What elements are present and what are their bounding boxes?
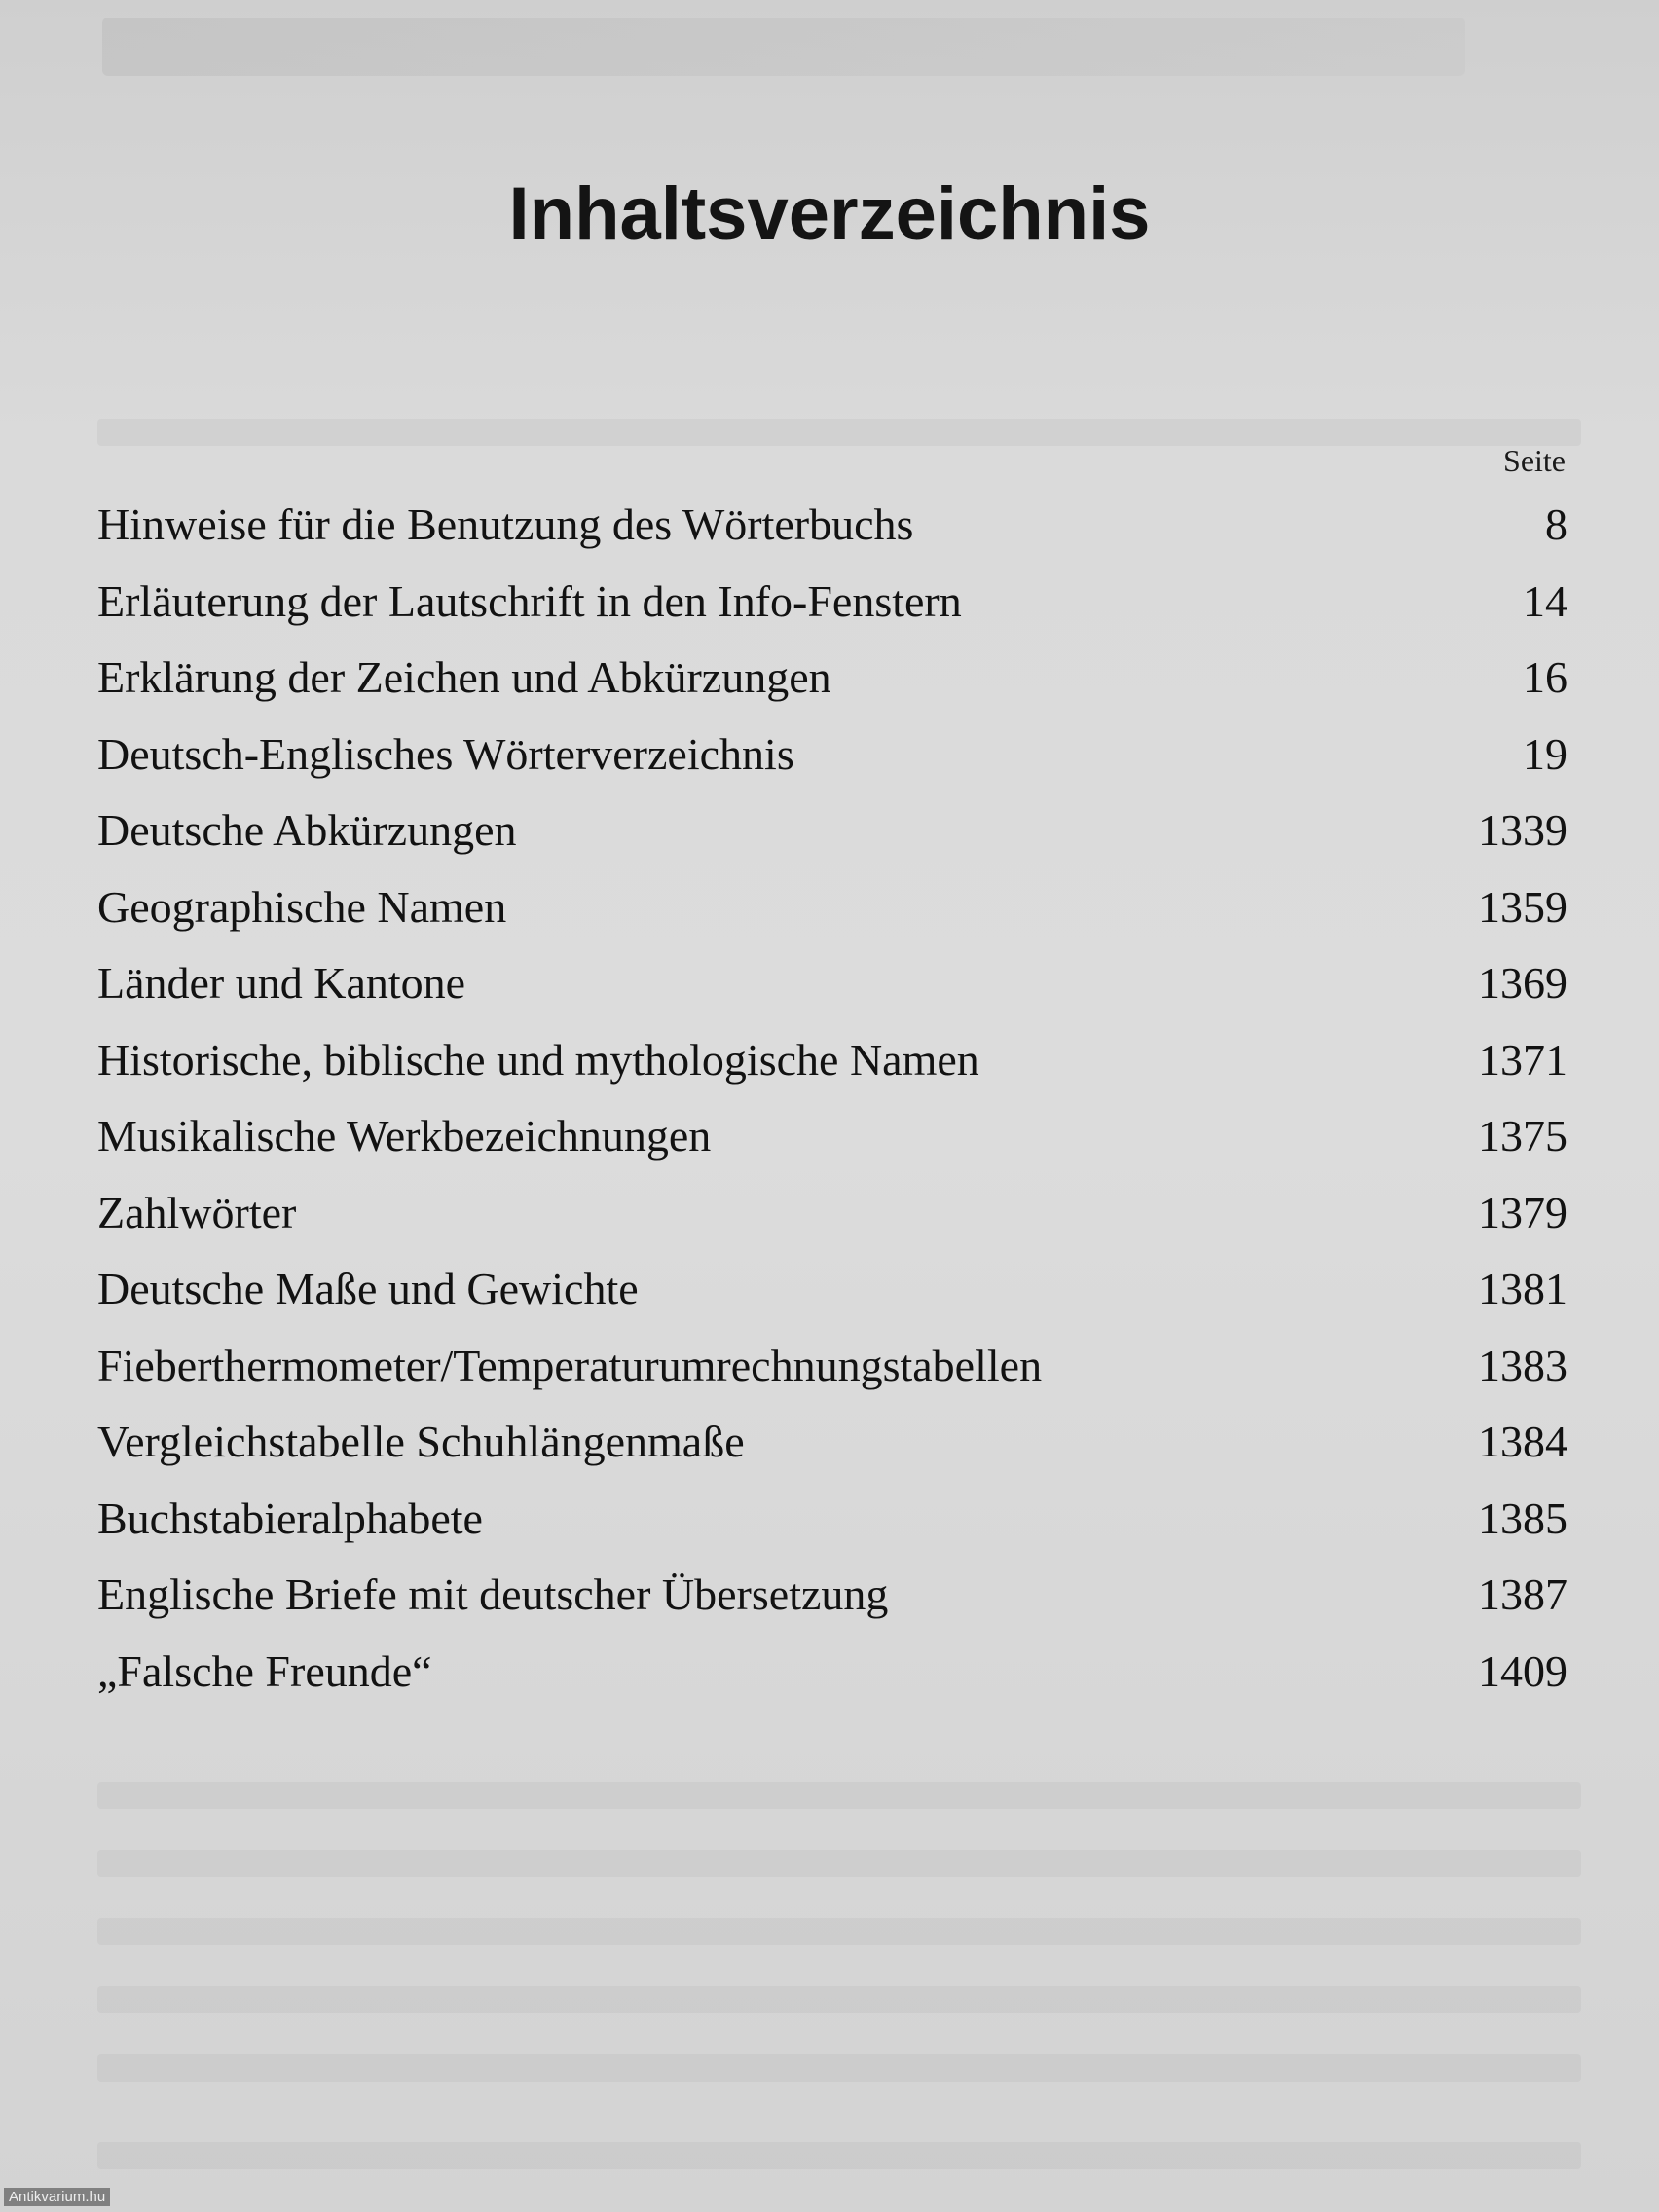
toc-entry-page: 1381 [1478, 1264, 1567, 1313]
toc-entry-title: Deutsch-Englisches Wörterverzeichnis [97, 728, 794, 779]
toc-entry [97, 1634, 1567, 1711]
bleed-through-line [97, 1782, 1581, 1809]
toc-entry [97, 1557, 1567, 1634]
toc-entry-page: 8 [1545, 499, 1567, 549]
toc-entry-page: 1359 [1478, 881, 1567, 932]
toc-entry-title: „Falsche Freunde“ [97, 1645, 432, 1696]
toc-entry [97, 1098, 1567, 1175]
toc-entry [97, 793, 1567, 869]
toc-entry-page: 1339 [1478, 805, 1567, 855]
toc-entry-page: 1384 [1478, 1417, 1567, 1466]
toc-entry-title: Musikalische Werkbezeichnungen [97, 1111, 712, 1161]
toc-entry-title: Deutsche Abkürzungen [97, 805, 517, 855]
toc-entry-page: 1383 [1478, 1340, 1567, 1390]
watermark: Antikvarium.hu [4, 2188, 110, 2206]
toc-entry [97, 1328, 1567, 1405]
toc-entry [97, 945, 1567, 1022]
toc-entry-page: 16 [1523, 652, 1567, 702]
toc-entry [97, 717, 1567, 793]
toc-entry-title: Erläuterung der Lautschrift in den Info-Fenstern [97, 575, 962, 626]
toc-entry [97, 1481, 1567, 1558]
toc-entry-page: 1387 [1478, 1569, 1567, 1619]
toc-entry-title: Geographische Namen [97, 881, 507, 932]
toc-entry [97, 487, 1567, 564]
bleed-through-line [97, 419, 1581, 446]
toc-entry-page: 1409 [1478, 1645, 1567, 1696]
bleed-through-line [97, 1918, 1581, 1945]
toc-entry [97, 640, 1567, 717]
bleed-through-line [97, 1850, 1581, 1877]
toc-entry-page: 1379 [1478, 1187, 1567, 1237]
toc-entry-title: Englische Briefe mit deutscher Übersetzung [97, 1569, 889, 1619]
toc-entry-title: Vergleichstabelle Schuhlängenmaße [97, 1417, 745, 1466]
page-title: Inhaltsverzeichnis [508, 172, 1151, 255]
toc-entry-title: Buchstabieralphabete [97, 1493, 483, 1543]
toc-entry-page: 19 [1523, 728, 1567, 779]
toc-entry [97, 1251, 1567, 1328]
bleed-through-line [97, 1986, 1581, 2013]
toc-entry [97, 564, 1567, 641]
toc-entry [97, 869, 1567, 946]
toc-entry-title: Deutsche Maße und Gewichte [97, 1264, 639, 1313]
toc-entry [97, 1175, 1567, 1252]
toc-entry-title: Fieberthermometer/Temperaturumrechnungstabellen [97, 1340, 1043, 1390]
toc-entry [97, 1022, 1567, 1099]
toc-entry-title: Länder und Kantone [97, 958, 466, 1008]
toc-entry-page: 1371 [1478, 1034, 1567, 1085]
toc-entry-page: 1385 [1478, 1493, 1567, 1543]
toc-entry-page: 14 [1523, 575, 1567, 626]
toc-entry-title: Erklärung der Zeichen und Abkürzungen [97, 652, 831, 702]
bleed-through-text [102, 18, 1465, 76]
bleed-through-line [97, 2142, 1581, 2169]
toc-entry-title: Zahlwörter [97, 1187, 297, 1237]
toc-entry [97, 1404, 1567, 1481]
toc-entry-page: 1375 [1478, 1111, 1567, 1161]
toc-entry-page: 1369 [1478, 958, 1567, 1008]
bleed-through-line [97, 2054, 1581, 2082]
table-of-contents [97, 487, 1567, 1710]
toc-entry-title: Hinweise für die Benutzung des Wörterbuchs [97, 499, 914, 549]
toc-entry-title: Historische, biblische und mythologische Namen [97, 1034, 979, 1085]
page-column-label: Seite [1503, 443, 1566, 478]
